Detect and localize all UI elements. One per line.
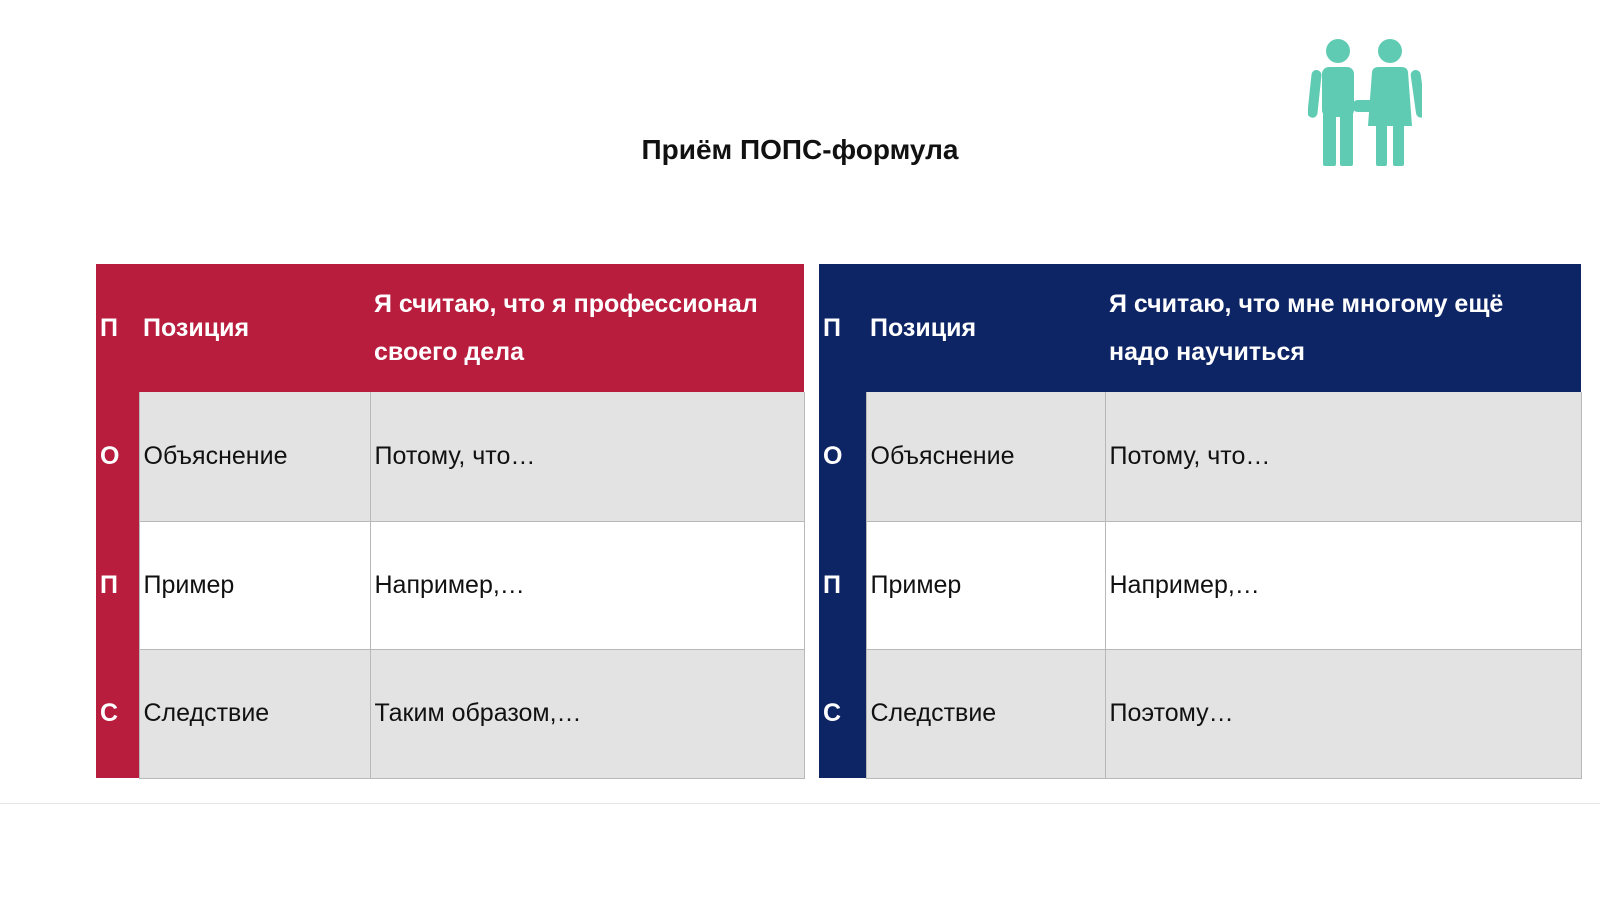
table-row <box>96 521 804 649</box>
table-row <box>96 392 804 521</box>
row-letter: С <box>819 649 866 778</box>
row-letter: П <box>96 264 139 392</box>
row-text: Потому, что… <box>1105 392 1581 521</box>
table-row <box>96 649 804 778</box>
row-text: Я считаю, что я профессионал своего дела <box>370 264 804 392</box>
slide-divider <box>0 803 1600 804</box>
row-letter: О <box>96 392 139 521</box>
table-row <box>819 264 1581 392</box>
row-letter: П <box>819 264 866 392</box>
row-name: Пример <box>866 521 1105 649</box>
row-name: Пример <box>139 521 370 649</box>
row-text: Например,… <box>370 521 804 649</box>
row-letter: С <box>96 649 139 778</box>
row-text: Таким образом,… <box>370 649 804 778</box>
row-name: Объяснение <box>866 392 1105 521</box>
row-name: Следствие <box>866 649 1105 778</box>
slide-title: Приём ПОПС-формула <box>641 134 959 165</box>
table-row <box>96 264 804 392</box>
row-letter: П <box>819 521 866 649</box>
table-row <box>819 649 1581 778</box>
row-name: Позиция <box>866 264 1105 392</box>
table-row <box>819 521 1581 649</box>
row-text: Например,… <box>1105 521 1581 649</box>
row-text: Поэтому… <box>1105 649 1581 778</box>
pops-table-red <box>96 264 805 779</box>
couple-icon <box>1308 38 1422 166</box>
row-name: Объяснение <box>139 392 370 521</box>
row-name: Позиция <box>139 264 370 392</box>
row-name: Следствие <box>139 649 370 778</box>
row-letter: П <box>96 521 139 649</box>
row-text: Потому, что… <box>370 392 804 521</box>
pops-table-blue <box>819 264 1582 779</box>
row-text: Я считаю, что мне многому ещё надо научиться <box>1105 264 1581 392</box>
row-letter: О <box>819 392 866 521</box>
table-row <box>819 392 1581 521</box>
